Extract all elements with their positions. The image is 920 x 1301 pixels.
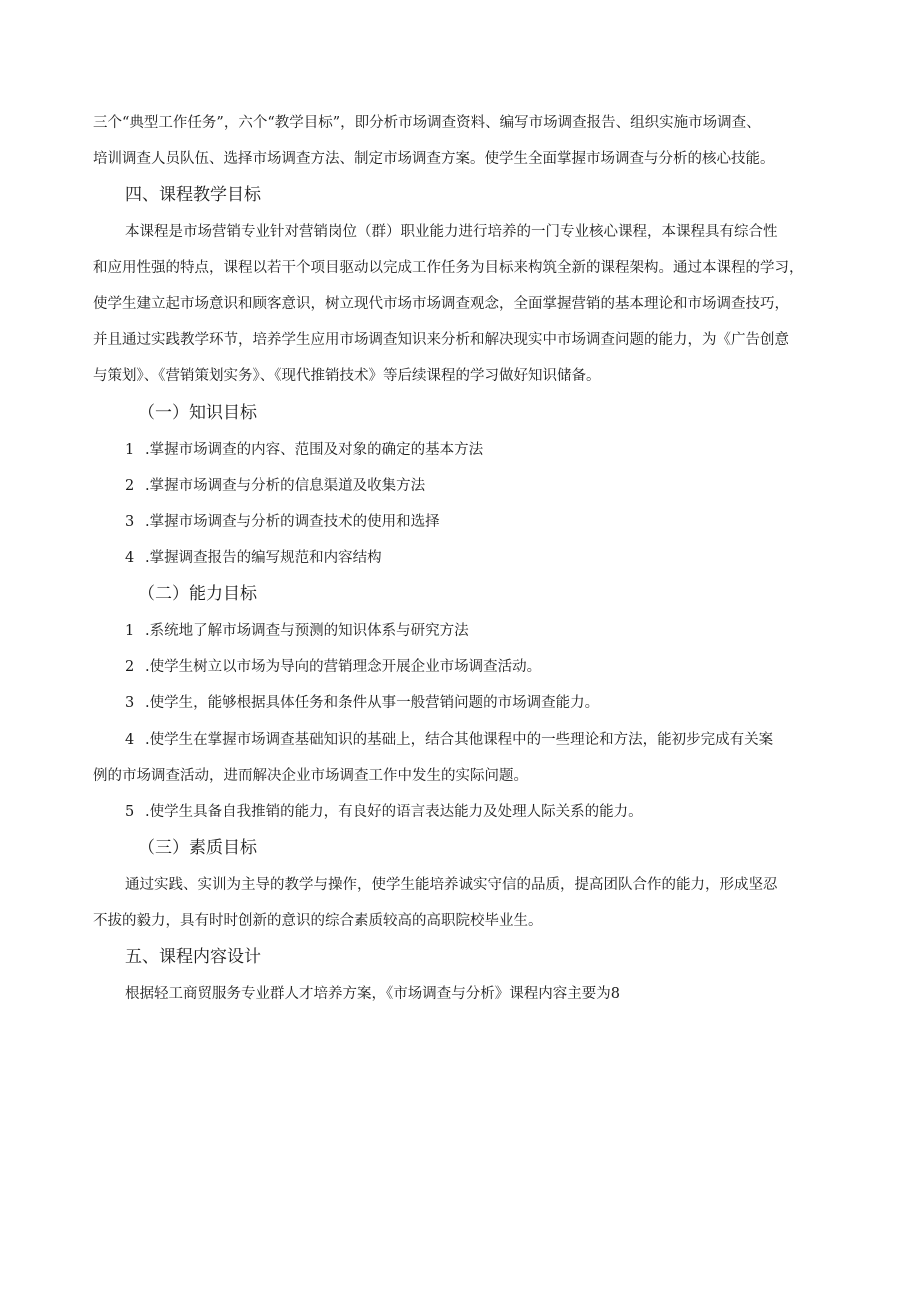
- knowledge-item: [125, 476, 425, 496]
- section-4-para-line-5: 与策划》、《营销策划实务》、《现代推销技术》等后续课程的学习做好知识储备。: [93, 368, 601, 384]
- quality-goals-heading: （三）素质目标: [138, 838, 257, 858]
- item-number: 3: [125, 695, 135, 711]
- item-number: 5: [125, 804, 135, 820]
- item-text: .使学生树立以市场为导向的营销理念开展企业市场调查活动。: [145, 659, 542, 675]
- intro-line-1: 三个“典型工作任务”，六个“教学目标”，即分析市场调查资料、编写市场调查报告、组织实施市场调查、: [93, 115, 761, 131]
- item-text: .掌握市场调查与分析的调查技术的使用和选择: [145, 514, 440, 530]
- ability-item: [125, 802, 643, 822]
- ability-item: [125, 693, 599, 713]
- section-4-para-line-2: 和应用性强的特点，课程以若干个项目驱动以完成工作任务为目标来构筑全新的课程架构。通过本课程的学习，: [93, 260, 804, 276]
- item-number: 4: [125, 550, 135, 566]
- item-text: .掌握市场调查与分析的信息渠道及收集方法: [145, 478, 426, 494]
- ability-item-continuation: 例的市场调查活动，进而解决企业市场调查工作中发生的实际问题。: [93, 768, 528, 784]
- item-number: 1: [125, 623, 135, 639]
- ability-item: [125, 621, 469, 641]
- item-text: .使学生在掌握市场调查基础知识的基础上，结合其他课程中的一些理论和方法，能初步完成有关案: [145, 732, 774, 748]
- item-number: 1: [125, 442, 135, 458]
- section-4-para-line-1: 本课程是市场营销专业针对营销岗位（群）职业能力进行培养的一门专业核心课程，本课程具有综合性: [125, 224, 778, 240]
- knowledge-goals-heading: （一）知识目标: [138, 403, 257, 423]
- ability-item: [125, 730, 773, 750]
- knowledge-item: [125, 440, 483, 460]
- knowledge-item: [125, 548, 382, 568]
- item-number: 2: [125, 478, 135, 494]
- section-4-para-line-3: 使学生建立起市场意识和顾客意识，树立现代市场市场调查观念，全面掌握营销的基本理论和市场调查技巧，: [93, 296, 789, 312]
- section-5-para: 根据轻工商贸服务专业群人才培养方案，《市场调查与分析》课程内容主要为8: [125, 986, 620, 1002]
- intro-line-2: 培训调查人员队伍、选择市场调查方法、制定市场调查方案。使学生全面掌握市场调查与分析的核心技能。: [93, 151, 775, 167]
- section-4-heading: 四、课程教学目标: [125, 185, 261, 205]
- item-text: .使学生，能够根据具体任务和条件从事一般营销问题的市场调查能力。: [145, 695, 600, 711]
- section-5-heading: 五、课程内容设计: [125, 947, 261, 967]
- knowledge-item: [125, 512, 440, 532]
- item-number: 2: [125, 659, 135, 675]
- item-text: .使学生具备自我推销的能力，有良好的语言表达能力及处理人际关系的能力。: [145, 804, 643, 820]
- item-number: 3: [125, 514, 135, 530]
- item-text: .掌握调查报告的编写规范和内容结构: [145, 550, 382, 566]
- quality-para-line-1: 通过实践、实训为主导的教学与操作，使学生能培养诚实守信的品质，提高团队合作的能力，形成坚忍: [125, 877, 778, 893]
- section-4-para-line-4: 并且通过实践教学环节，培养学生应用市场调查知识来分析和解决现实中市场调查问题的能力，为《广告创意: [93, 332, 789, 348]
- item-number: 4: [125, 732, 135, 748]
- ability-item: [125, 657, 541, 677]
- item-text: .系统地了解市场调查与预测的知识体系与研究方法: [145, 623, 469, 639]
- quality-para-line-2: 不拔的毅力，具有时时创新的意识的综合素质较高的高职院校毕业生。: [93, 913, 543, 929]
- item-text: .掌握市场调查的内容、范围及对象的确定的基本方法: [145, 442, 484, 458]
- ability-goals-heading: （二）能力目标: [138, 584, 257, 604]
